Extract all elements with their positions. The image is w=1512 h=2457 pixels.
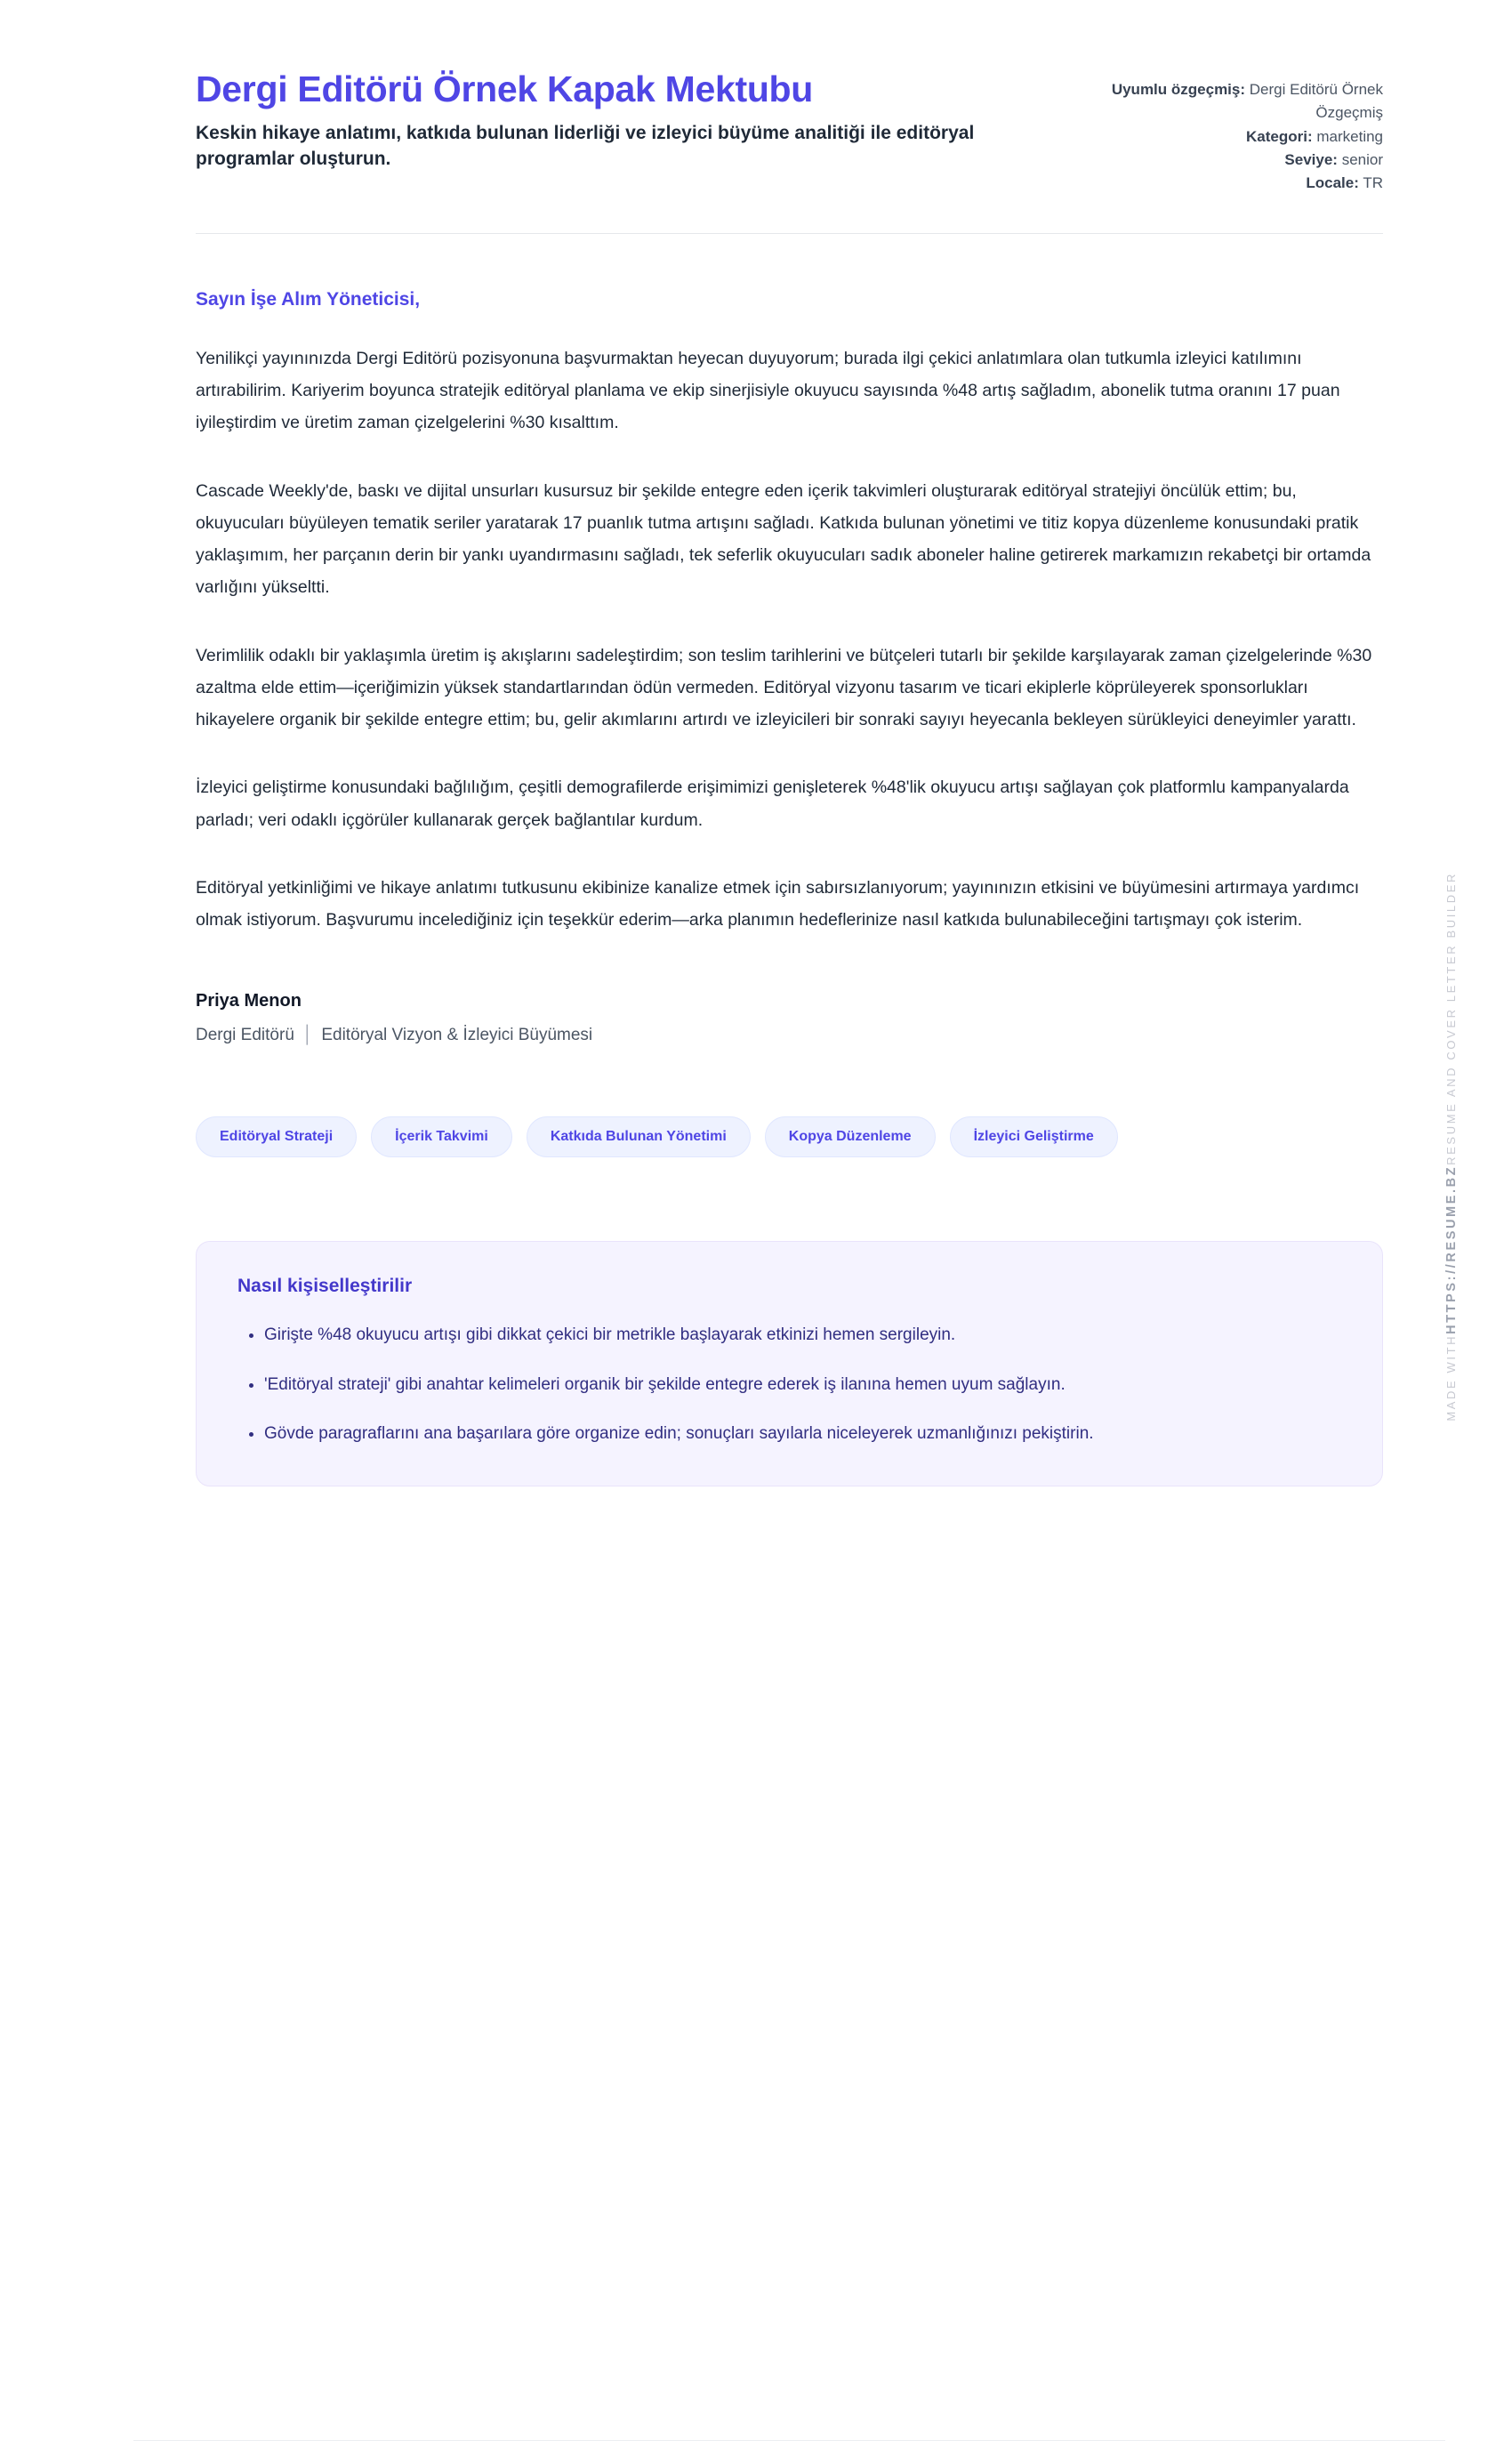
meta-row-level xyxy=(1055,149,1383,172)
header-title-block xyxy=(196,69,1055,173)
signature-role xyxy=(196,1026,1383,1045)
skill-tag: Katkıda Bulunan Yönetimi xyxy=(527,1116,751,1157)
watermark-tagline: RESUME AND COVER LETTER BUILDER xyxy=(1444,872,1458,1165)
meta-label-resume: Uyumlu özgeçmiş: xyxy=(1111,81,1246,98)
meta-row-category xyxy=(1055,125,1383,149)
letter-paragraph: İzleyici geliştirme konusundaki bağlılığım, çeşitli demografilerde erişimimizi genişleterek %48'lik okuyucu artışı sağlayan çok platformlu kampanyalarda parladı; veri odaklı içgörüler kullanarak gerçek bağlantılar kurdum. xyxy=(196,777,1349,830)
letter-paragraph: Cascade Weekly'de, baskı ve dijital unsurları kusursuz bir şekilde entegre eden içerik takvimleri oluşturarak editöryal stratejiyi öncülük ettim; bu, okuyucuları büyüleyen tematik seriler yaratarak 17 puanlık tutma artışını sağladı. Katkıda bulunan yönetimi ve titiz kopya düzenleme konusundaki pratik yaklaşımım, her parçanın derin bir yankı uyandırmasını sağladı, tek seferlik okuyucuları sadık aboneler haline getirerek markamızın rekabetçi bir ortamda varlığını yükseltti. xyxy=(196,480,1371,598)
signature-block xyxy=(196,991,1383,1045)
meta-row-locale xyxy=(1055,172,1383,195)
signature-role-separator: │ xyxy=(302,1026,314,1045)
watermark-brand-url: HTTPS://RESUME.BZ xyxy=(1444,1164,1459,1334)
skill-tag: İzleyici Geliştirme xyxy=(950,1116,1118,1157)
footer-divider xyxy=(133,2440,1445,2441)
skill-tag: Kopya Düzenleme xyxy=(765,1116,936,1157)
meta-value-resume: Dergi Editörü Örnek Özgeçmiş xyxy=(1249,81,1383,122)
personalization-tips-box xyxy=(196,1241,1383,1486)
meta-label-category: Kategori: xyxy=(1246,127,1313,145)
tips-list-item: • 'Editöryal strateji' gibi anahtar kelimeleri organik bir şekilde entegre ederek iş ilanına hemen uyum sağlayın. xyxy=(264,1370,1341,1399)
meta-label-level: Seviye: xyxy=(1284,151,1338,169)
letter-paragraph: Editöryal yetkinliğimi ve hikaye anlatımı tutkusunu ekibinize kanalize etmek için sabırsızlanıyorum; yayınınızın etkisini ve büyümesini artırmaya yardımcı olmak istiyorum. Başvurumu incelediğiniz için teşekkür ederim—arka planımın hedeflerinize nasıl katkıda bulunabileceğini tartışmayı çok isterim. xyxy=(196,877,1360,930)
watermark xyxy=(1444,872,1480,1422)
document-meta xyxy=(1055,69,1383,196)
watermark-made-with: MADE WITH xyxy=(1444,1333,1458,1422)
page-title: Dergi Editörü Örnek Kapak Mektubu xyxy=(196,68,814,109)
tips-title: Nasıl kişiselleştirilir xyxy=(237,1276,413,1297)
meta-value-locale: TR xyxy=(1363,174,1383,192)
meta-value-category: marketing xyxy=(1316,127,1383,145)
signature-role-secondary: Editöryal Vizyon & İzleyici Büyümesi xyxy=(321,1026,593,1045)
signature-name: Priya Menon xyxy=(196,991,302,1011)
skill-tag: Editöryal Strateji xyxy=(196,1116,357,1157)
skill-tag-list xyxy=(62,1045,1450,1157)
meta-label-locale: Locale: xyxy=(1306,174,1359,192)
tips-list xyxy=(237,1320,1341,1448)
skill-tag: İçerik Takvimi xyxy=(371,1116,512,1157)
page-subtitle: Keskin hikaye anlatımı, katkıda bulunan liderliği ve izleyici büyüme analitiği ile editöryal programlar oluşturun. xyxy=(196,122,975,169)
meta-row-resume xyxy=(1055,78,1383,125)
meta-value-level: senior xyxy=(1341,151,1383,169)
letter-body xyxy=(62,234,1450,1046)
document-header xyxy=(62,69,1450,196)
tips-list-item: • Girişte %48 okuyucu artışı gibi dikkat çekici bir metrikle başlayarak etkinizi hemen sergileyin. xyxy=(264,1320,1341,1349)
letter-paragraph: Yenilikçi yayınınızda Dergi Editörü pozisyonuna başvurmaktan heyecan duyuyorum; burada ilgi çekici anlatımlara olan tutkumla izleyici katılımını artırabilirim. Kariyerim boyunca stratejik editöryal planlama ve ekip sinerjisiyle okuyucu sayısında %48 artış sağladım, abonelik tutma oranını 17 puan iyileştirdim ve üretim zaman çizelgelerini %30 kısalttım. xyxy=(196,348,1340,433)
tips-list-item: • Gövde paragraflarını ana başarılara göre organize edin; sonuçları sayılarla niceleyerek uzmanlığınızı pekiştirin. xyxy=(264,1419,1341,1448)
document-sheet xyxy=(62,0,1450,1486)
letter-paragraph: Verimlilik odaklı bir yaklaşımla üretim iş akışlarını sadeleştirdim; son teslim tarihlerini ve bütçeleri tutarlı bir şekilde karşılayarak zaman çizelgelerinde %30 azaltma elde ettim—içeriğimizin yüksek standartlarından ödün vermeden. Editöryal vizyonu tasarım ve ticari ekiplerle köprüleyerek sponsorlukları hikayelere organik bir şekilde entegre ettim; bu, gelir akımlarını artırdı ve izleyicileri bir sonraki sayıyı heyecanla bekleyen sürükleyici deneyimler yarattı. xyxy=(196,645,1372,730)
letter-salutation: Sayın İşe Alım Yöneticisi, xyxy=(196,288,421,310)
signature-role-primary: Dergi Editörü xyxy=(196,1026,294,1045)
